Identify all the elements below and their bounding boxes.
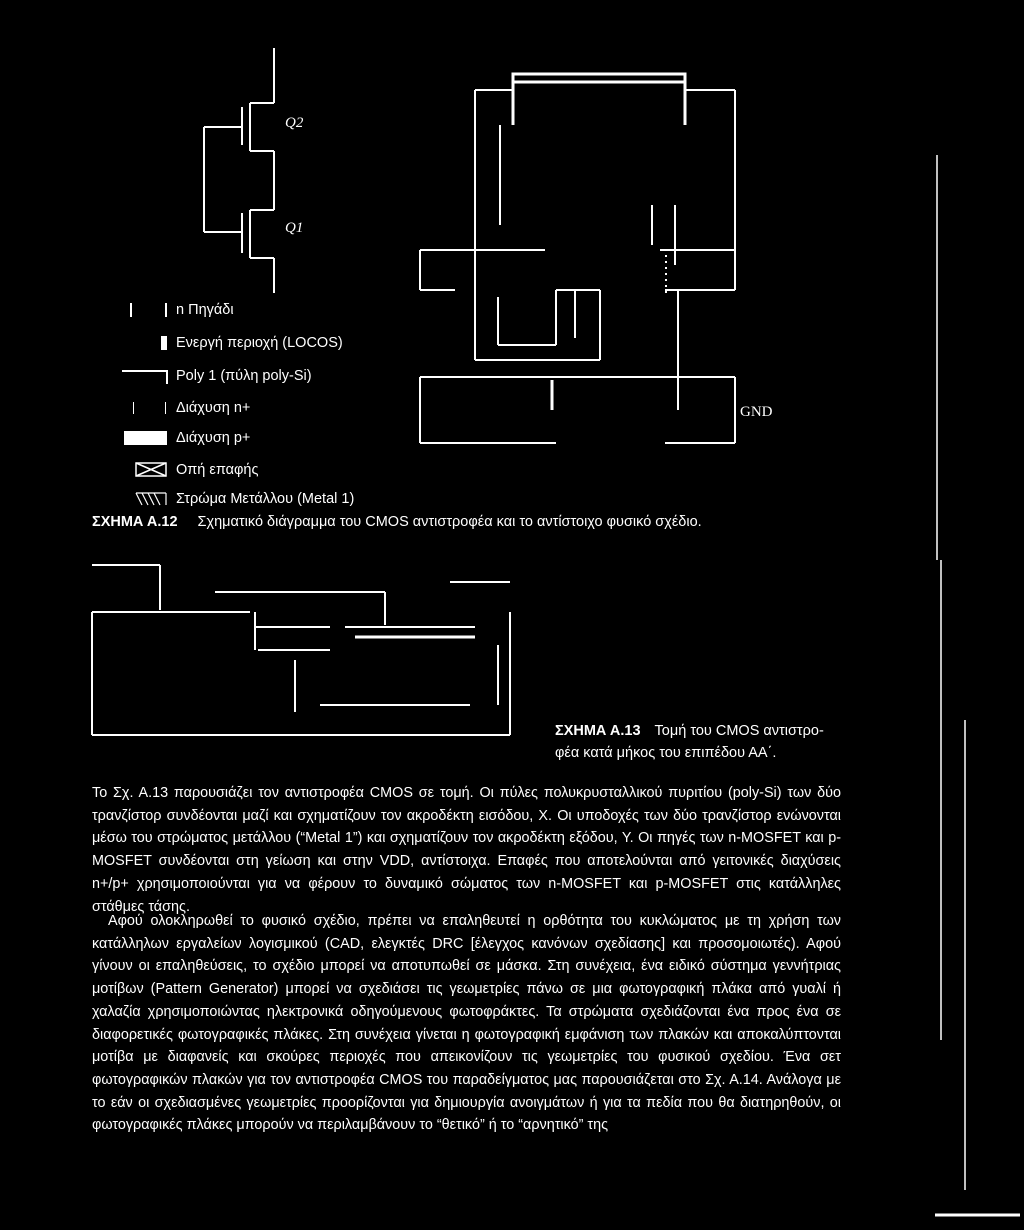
figure-13-text-line1: Τομή του CMOS αντιστρο-	[654, 723, 824, 739]
paragraph-text: Το Σχ. Α.13 παρουσιάζει τον αντιστροφέα CMOS σε τομή. Οι πύλες πολυκρυσταλλικού πυριτίου (poly-Si) των δύο τρανζίστορ συνδέονται μαζί και σχηματίζουν τον ακροδέκτη εισόδου, Χ. Οι υποδοχές των δύο τρανζίστορ ενώνονται μέσω του στρώματος μετάλλου (“Metal 1”) και σχηματίζουν τον ακροδέκτη εξόδου, Υ. Οι πηγές των n-MOSFET και p-MOSFET συνδέονται στη γείωση και στην VDD, αντίστοιχα. Επαφές που αποτελούνται από γειτονικές διαχύσεις n+/p+ χρησιμοποιούνται για να φέρουν το δυναμικό σώματος των n-MOSFET και p-MOSFET στις κατάλληλες στάθμες τάσης.	[92, 785, 841, 915]
legend-label: Ενεργή περιοχή (LOCOS)	[176, 335, 343, 351]
gnd-label: GND	[740, 404, 773, 420]
legend-label: Poly 1 (πύλη poly-Si)	[176, 368, 312, 384]
q2-label: Q2	[285, 115, 304, 131]
legend-label: Διάχυση p+	[176, 430, 251, 446]
legend-label: Οπή επαφής	[176, 462, 259, 478]
legend-label: n Πηγάδι	[176, 302, 234, 318]
figure-13-caption-line2: φέα κατά μήκος του επιπέδου ΑΑ΄.	[555, 745, 777, 761]
q1-label: Q1	[285, 220, 304, 236]
figure-12-text: Σχηματικό διάγραμμα του CMOS αντιστροφέα και το αντίστοιχο φυσικό σχέδιο.	[197, 514, 702, 530]
figure-13-number: ΣΧΗΜΑ Α.13	[555, 723, 641, 739]
paragraph-text: Αφού ολοκληρωθεί το φυσικό σχέδιο, πρέπει να επαληθευτεί η ορθότητα του κυκλώματος με τη χρήση των κατάλληλων εργαλείων λογισμικού (CAD, ελεγκτές DRC [έλεγχος κανόνων σχεδίασης] και προσομοιωτές). Αφού γίνουν οι επαληθεύσεις, το σχέδιο μπορεί να αποτυπωθεί σε μάσκα. Στη συνέχεια, ένα ειδικό σύστημα γεννήτριας μοτίβων (Pattern Generator) μπορεί να σχεδιάσει τις γεωμετρίες πάνω σε μια φωτογραφική πλάκα από γυαλί ή χαλαζία χρησιμοποιώντας ηλεκτρονικά οδηγούμενους φωτοφράκτες. Τα στρώματα σχεδιάζονται ένα προς ένα σε διαφορετικές φωτογραφικές πλάκες. Στη συνέχεια γίνεται η φωτογραφική εμφάνιση των πλακών και αποκαλύπτονται μοτίβα με διαφανείς και σκούρες περιοχές που απεικονίζουν τις γεωμετρίες του φυσικού σχεδίου. Ένα σετ φωτογραφικών πλακών για τον αντιστροφέα CMOS του παραδείγματος μας παρουσιάζεται στο Σχ. Α.14. Ανάλογα με το εάν οι σχεδιασμένες γεωμετρίες προορίζονται για δημιουργία ανοιγμάτων ή για τα πεδία που θα διατηρηθούν, οι φωτογραφικές πλάκες μπορούν να περιλαμβάνουν το “θετικό” ή το “αρνητικό” της	[92, 913, 841, 1134]
legend-label: Διάχυση n+	[176, 400, 251, 416]
legend-label: Στρώμα Μετάλλου (Metal 1)	[176, 491, 355, 507]
figure-12-number: ΣΧΗΜΑ Α.12	[92, 514, 178, 530]
